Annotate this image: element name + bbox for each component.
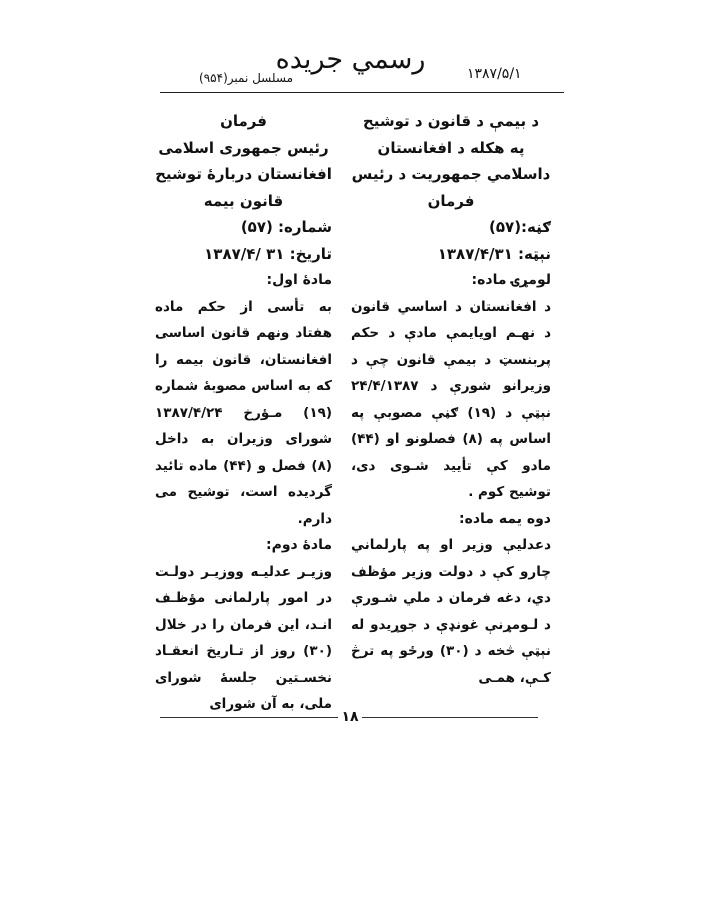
footer-divider-left (160, 717, 338, 718)
decree-title-line: قانون بیمه (203, 191, 284, 210)
pashto-column (351, 108, 551, 691)
decree-title-line: فرمان (427, 191, 475, 210)
decree-number: ګڼه:(۵۷) (489, 218, 551, 236)
header-divider (160, 92, 564, 93)
decree-title-line: افغانستان دربارهٔ توشیح (155, 165, 332, 183)
page-number: ۱۸ (341, 709, 359, 725)
dari-column (155, 108, 332, 718)
serial-number: مسلسل نمبر(۹۵۴) (199, 71, 293, 85)
decree-title-line: داسلامي جمهوريت د رئيس (351, 165, 551, 183)
article-1-text: د افغانستان د اساسي قانون د نهـم اويايمې مادې د حکم پربنسټ د بیمې قانون چې د وزيرانو شورې د ۲۴/۴/۱۳۸۷ نېټې د (۱۹) ګڼې مصوبې په اساس په (۸) فصلونو او (۴۴) مادو کې تأييد شـوی دی، توشیح کوم . (351, 298, 551, 500)
article-2-text: دعدلیې وزیر او په پارلماني چارو کې د دولت وزير مؤظف دي، دغه فرمان د ملي شـورې د لـومړنې غونډې د جوړيدو له نېټې څخه د (۳۰) ورځو په ترڅ کـې، همـی (351, 537, 551, 686)
footer-divider-right (362, 717, 538, 718)
issue-date: ۱۳۸۷/۵/۱ (467, 66, 522, 82)
article-1-text: به تأسی از حکم ماده هفتاد ونهم قانون اساسی افغانستان، قانون بیمه را که به اساس مصوبهٔ شماره (۱۹) مـؤرخ ۱۳۸۷/۴/۲۴ شورای وزیران به داخل (۸) فصل و (۴۴) ماده تائید گردیده است، توشیح می دارم. (155, 298, 332, 527)
article-2-text: وزیـر عدلیـه ووزیـر دولـت در امور پارلمانی مؤظـف انـد، این فرمان را در خلال (۳۰) روز از تـاریخ انعقـاد نخسـتین جلسهٔ شورای ملی، به آن شورای (155, 563, 332, 712)
decree-date: تاریخ: ۳۱ /۱۳۸۷/۴ (204, 244, 332, 263)
article-2-heading: دوه یمه ماده: (458, 510, 551, 527)
article-1-heading: لومړۍ ماده: (471, 272, 551, 288)
decree-title-line: رئیس جمهوری اسلامی (158, 138, 329, 157)
decree-title-line: د بیمې د قانون د توشیح (362, 112, 540, 130)
decree-title-line: فرمان (220, 112, 267, 130)
decree-title-line: په هکله د افغانستان (377, 138, 525, 157)
article-2-heading: مادهٔ دوم: (266, 537, 332, 553)
decree-date: نېټه: ۱۳۸۷/۴/۳۱ (437, 244, 551, 263)
gazette-title: رسمي جريده (275, 44, 426, 75)
decree-number: شماره: (۵۷) (240, 218, 332, 236)
article-1-heading: مادهٔ اول: (266, 272, 332, 288)
